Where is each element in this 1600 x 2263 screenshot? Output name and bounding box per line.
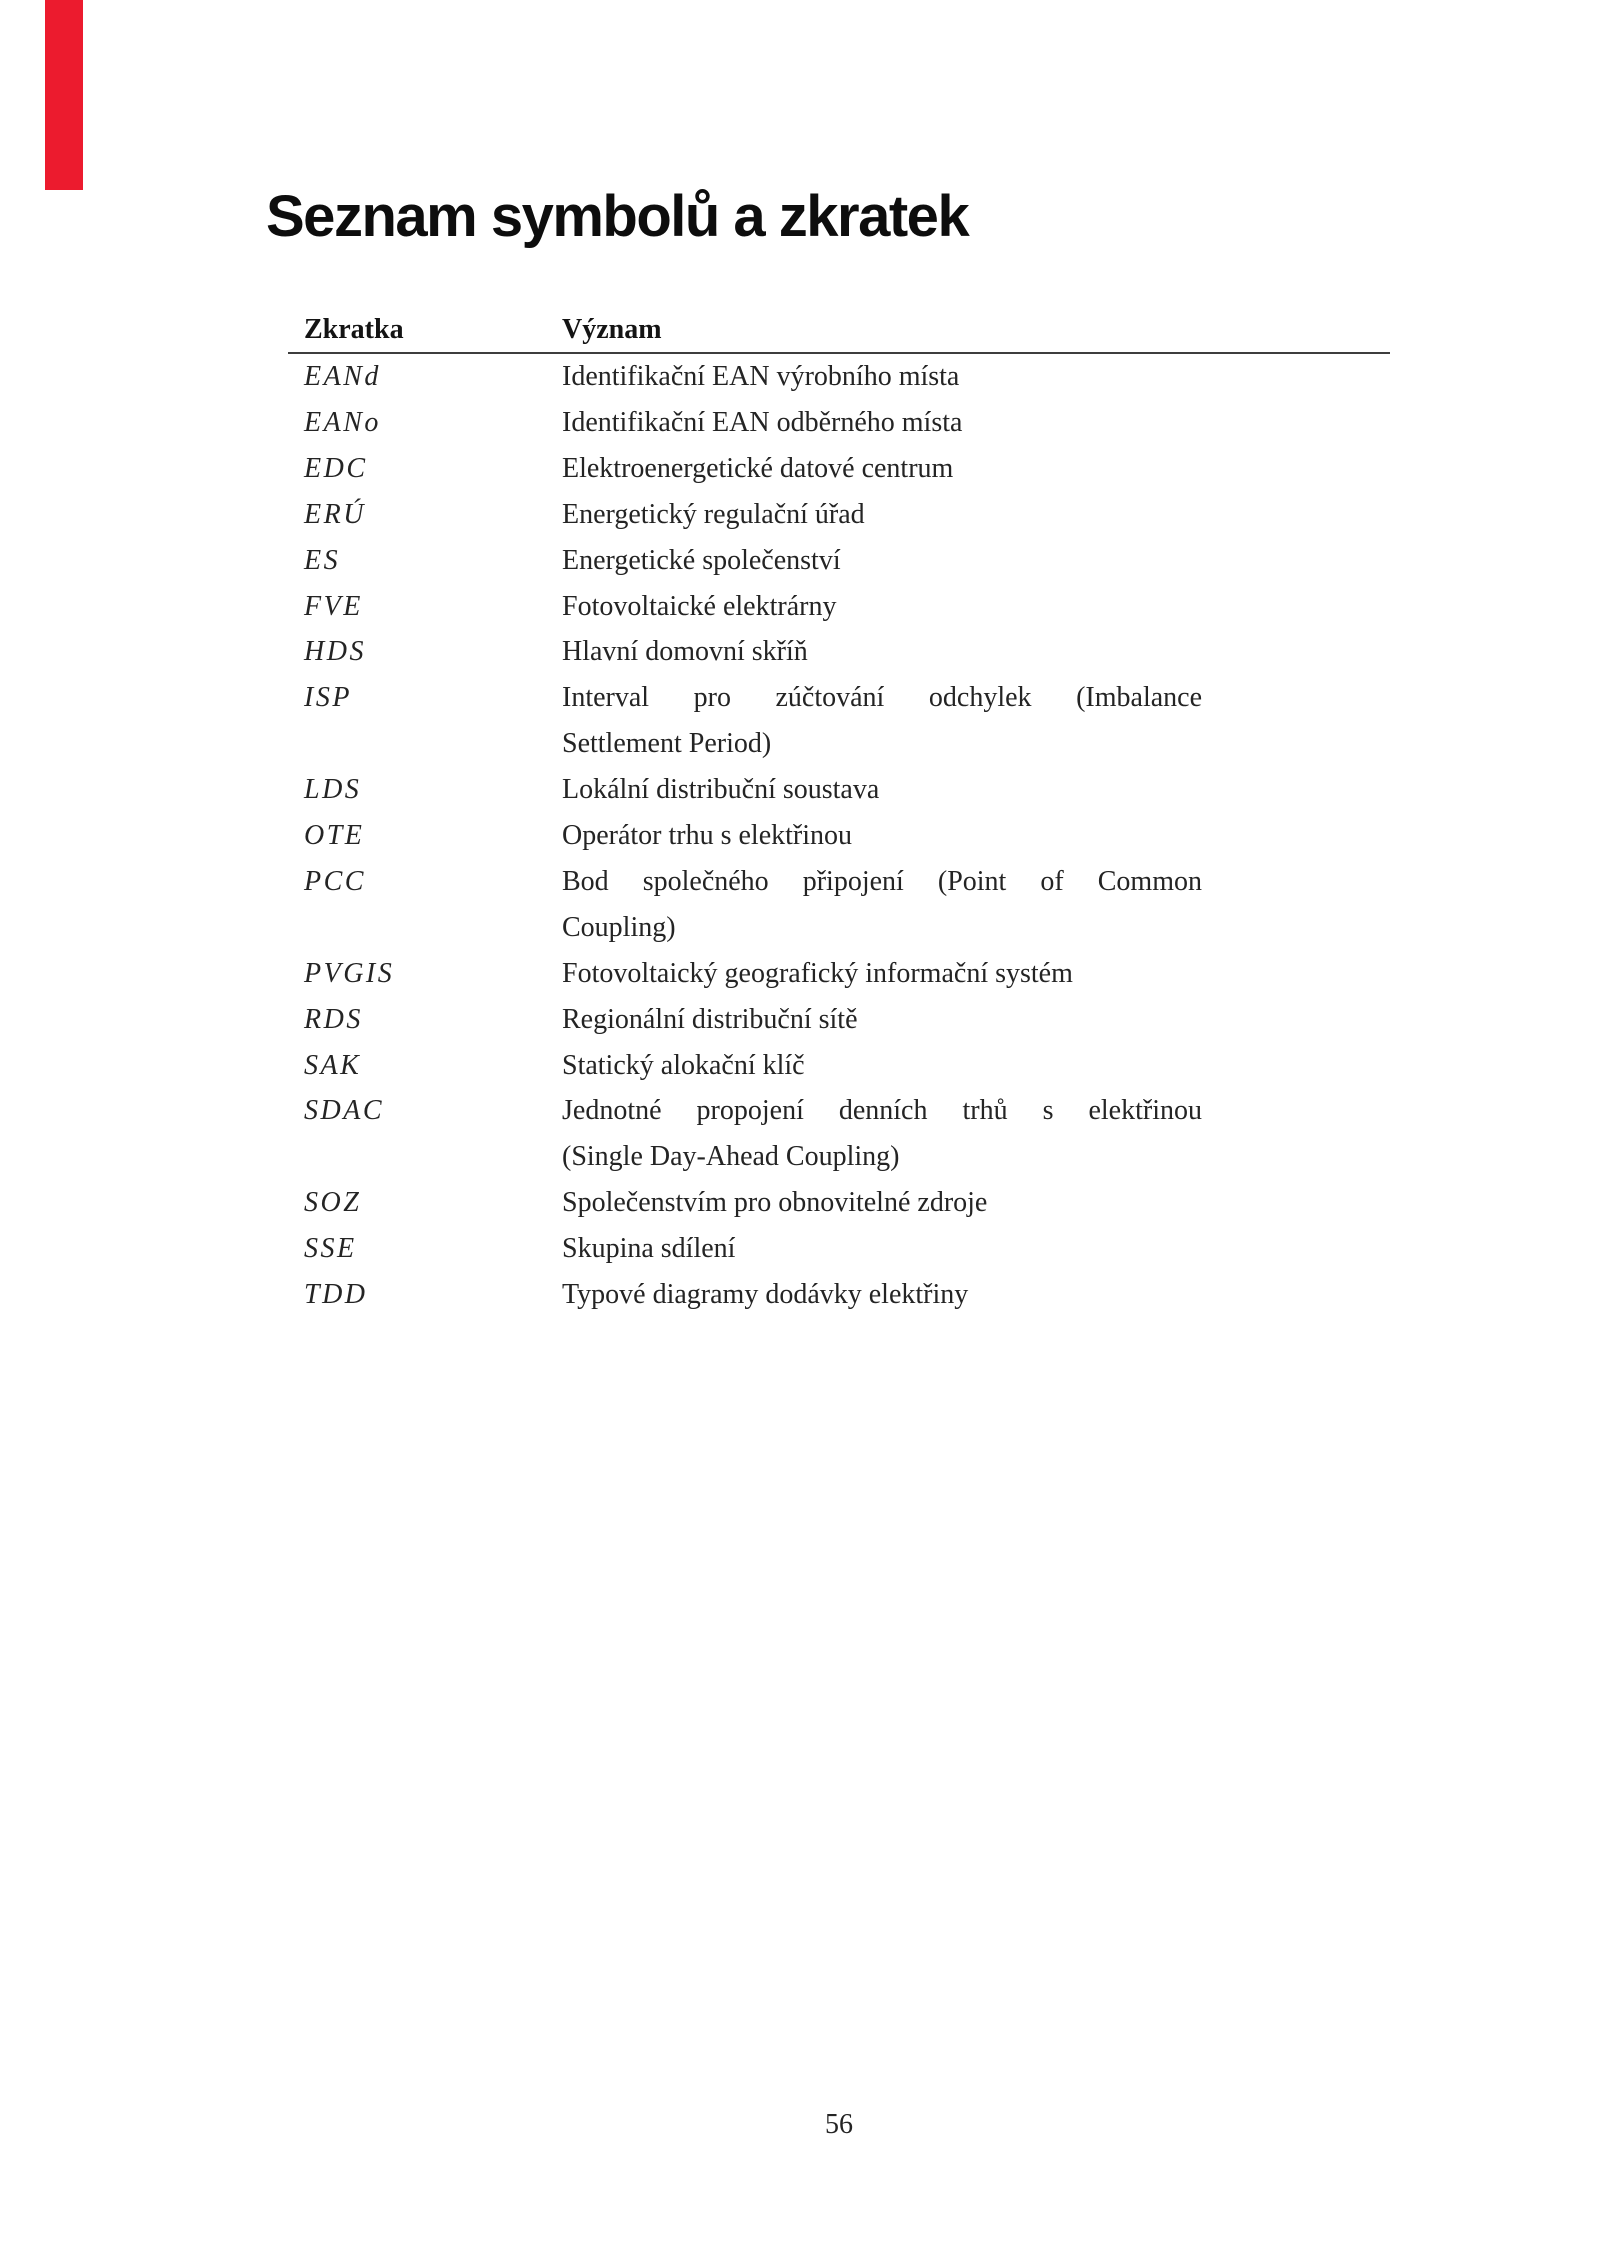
table-row [288,1088,1390,1180]
abbreviation: FVE [304,590,363,622]
abbreviation: ISP [304,682,352,714]
meaning-line: Interval pro zúčtování odchylek (Imbalance [562,682,1202,714]
abbreviation: OTE [304,820,365,852]
table-row [288,1180,1390,1226]
meaning: Identifikační EAN odběrného místa [562,406,963,438]
table-row [288,997,1390,1043]
table-row [288,675,1390,767]
meaning: Lokální distribuční soustava [562,774,880,806]
table-row [288,446,1390,492]
table-row [288,1272,1390,1318]
table-row [288,951,1390,997]
table-row [288,354,1390,400]
abbreviation: LDS [304,774,362,806]
meaning-line: Settlement Period) [562,728,772,760]
meaning: Fotovoltaické elektrárny [562,590,837,622]
abbreviation: SAK [304,1049,362,1081]
page-title: Seznam symbolů a zkratek [266,184,969,249]
abbreviation: EANd [304,361,381,392]
meaning-line: (Single Day-Ahead Coupling) [562,1141,900,1173]
page-number: 56 [825,2109,853,2140]
abbreviation: HDS [304,636,366,668]
meaning-line: Jednotné propojení denních trhů s elektřinou [562,1095,1202,1127]
meaning: Typové diagramy dodávky elektřiny [562,1279,969,1311]
abbreviation: SSE [304,1233,357,1265]
abbreviation: ERÚ [304,498,366,530]
table-row [288,1043,1390,1089]
meaning: Hlavní domovní skříň [562,636,808,668]
table-row [288,400,1390,446]
table-row [288,492,1390,538]
meaning: Skupina sdílení [562,1233,736,1265]
table-row [288,1226,1390,1272]
meaning: Statický alokační klíč [562,1049,805,1081]
abbreviation: SDAC [304,1095,384,1127]
abbreviation: RDS [304,1003,363,1035]
meaning: Energetické společenství [562,544,841,576]
red-margin-marker [45,0,83,190]
meaning: Identifikační EAN výrobního místa [562,361,960,392]
meaning: Regionální distribuční sítě [562,1003,858,1035]
abbreviation: SOZ [304,1187,362,1219]
meaning: Energetický regulační úřad [562,498,865,530]
meaning-line: Bod společného připojení (Point of Common [562,865,1202,897]
table-header-row [288,308,1390,354]
table-row [288,767,1390,813]
table-row [288,813,1390,859]
abbreviation: EDC [304,452,368,484]
meaning: Elektroenergetické datové centrum [562,452,954,484]
table-row [288,584,1390,630]
meaning: Operátor trhu s elektřinou [562,820,853,852]
meaning: Společenstvím pro obnovitelné zdroje [562,1187,988,1219]
meaning-line: Coupling) [562,911,676,943]
table-row [288,538,1390,584]
abbreviation: ES [304,544,341,576]
abbreviation: TDD [304,1279,368,1311]
abbreviation: EANo [304,406,381,438]
table-row [288,859,1390,951]
meaning: Fotovoltaický geografický informační systém [562,957,1073,989]
header-abbreviation: Zkratka [304,314,404,345]
header-meaning: Význam [562,314,662,345]
abbreviation: PCC [304,865,366,897]
abbreviation: PVGIS [304,957,395,989]
abbreviations-table [288,308,1390,1318]
table-row [288,629,1390,675]
